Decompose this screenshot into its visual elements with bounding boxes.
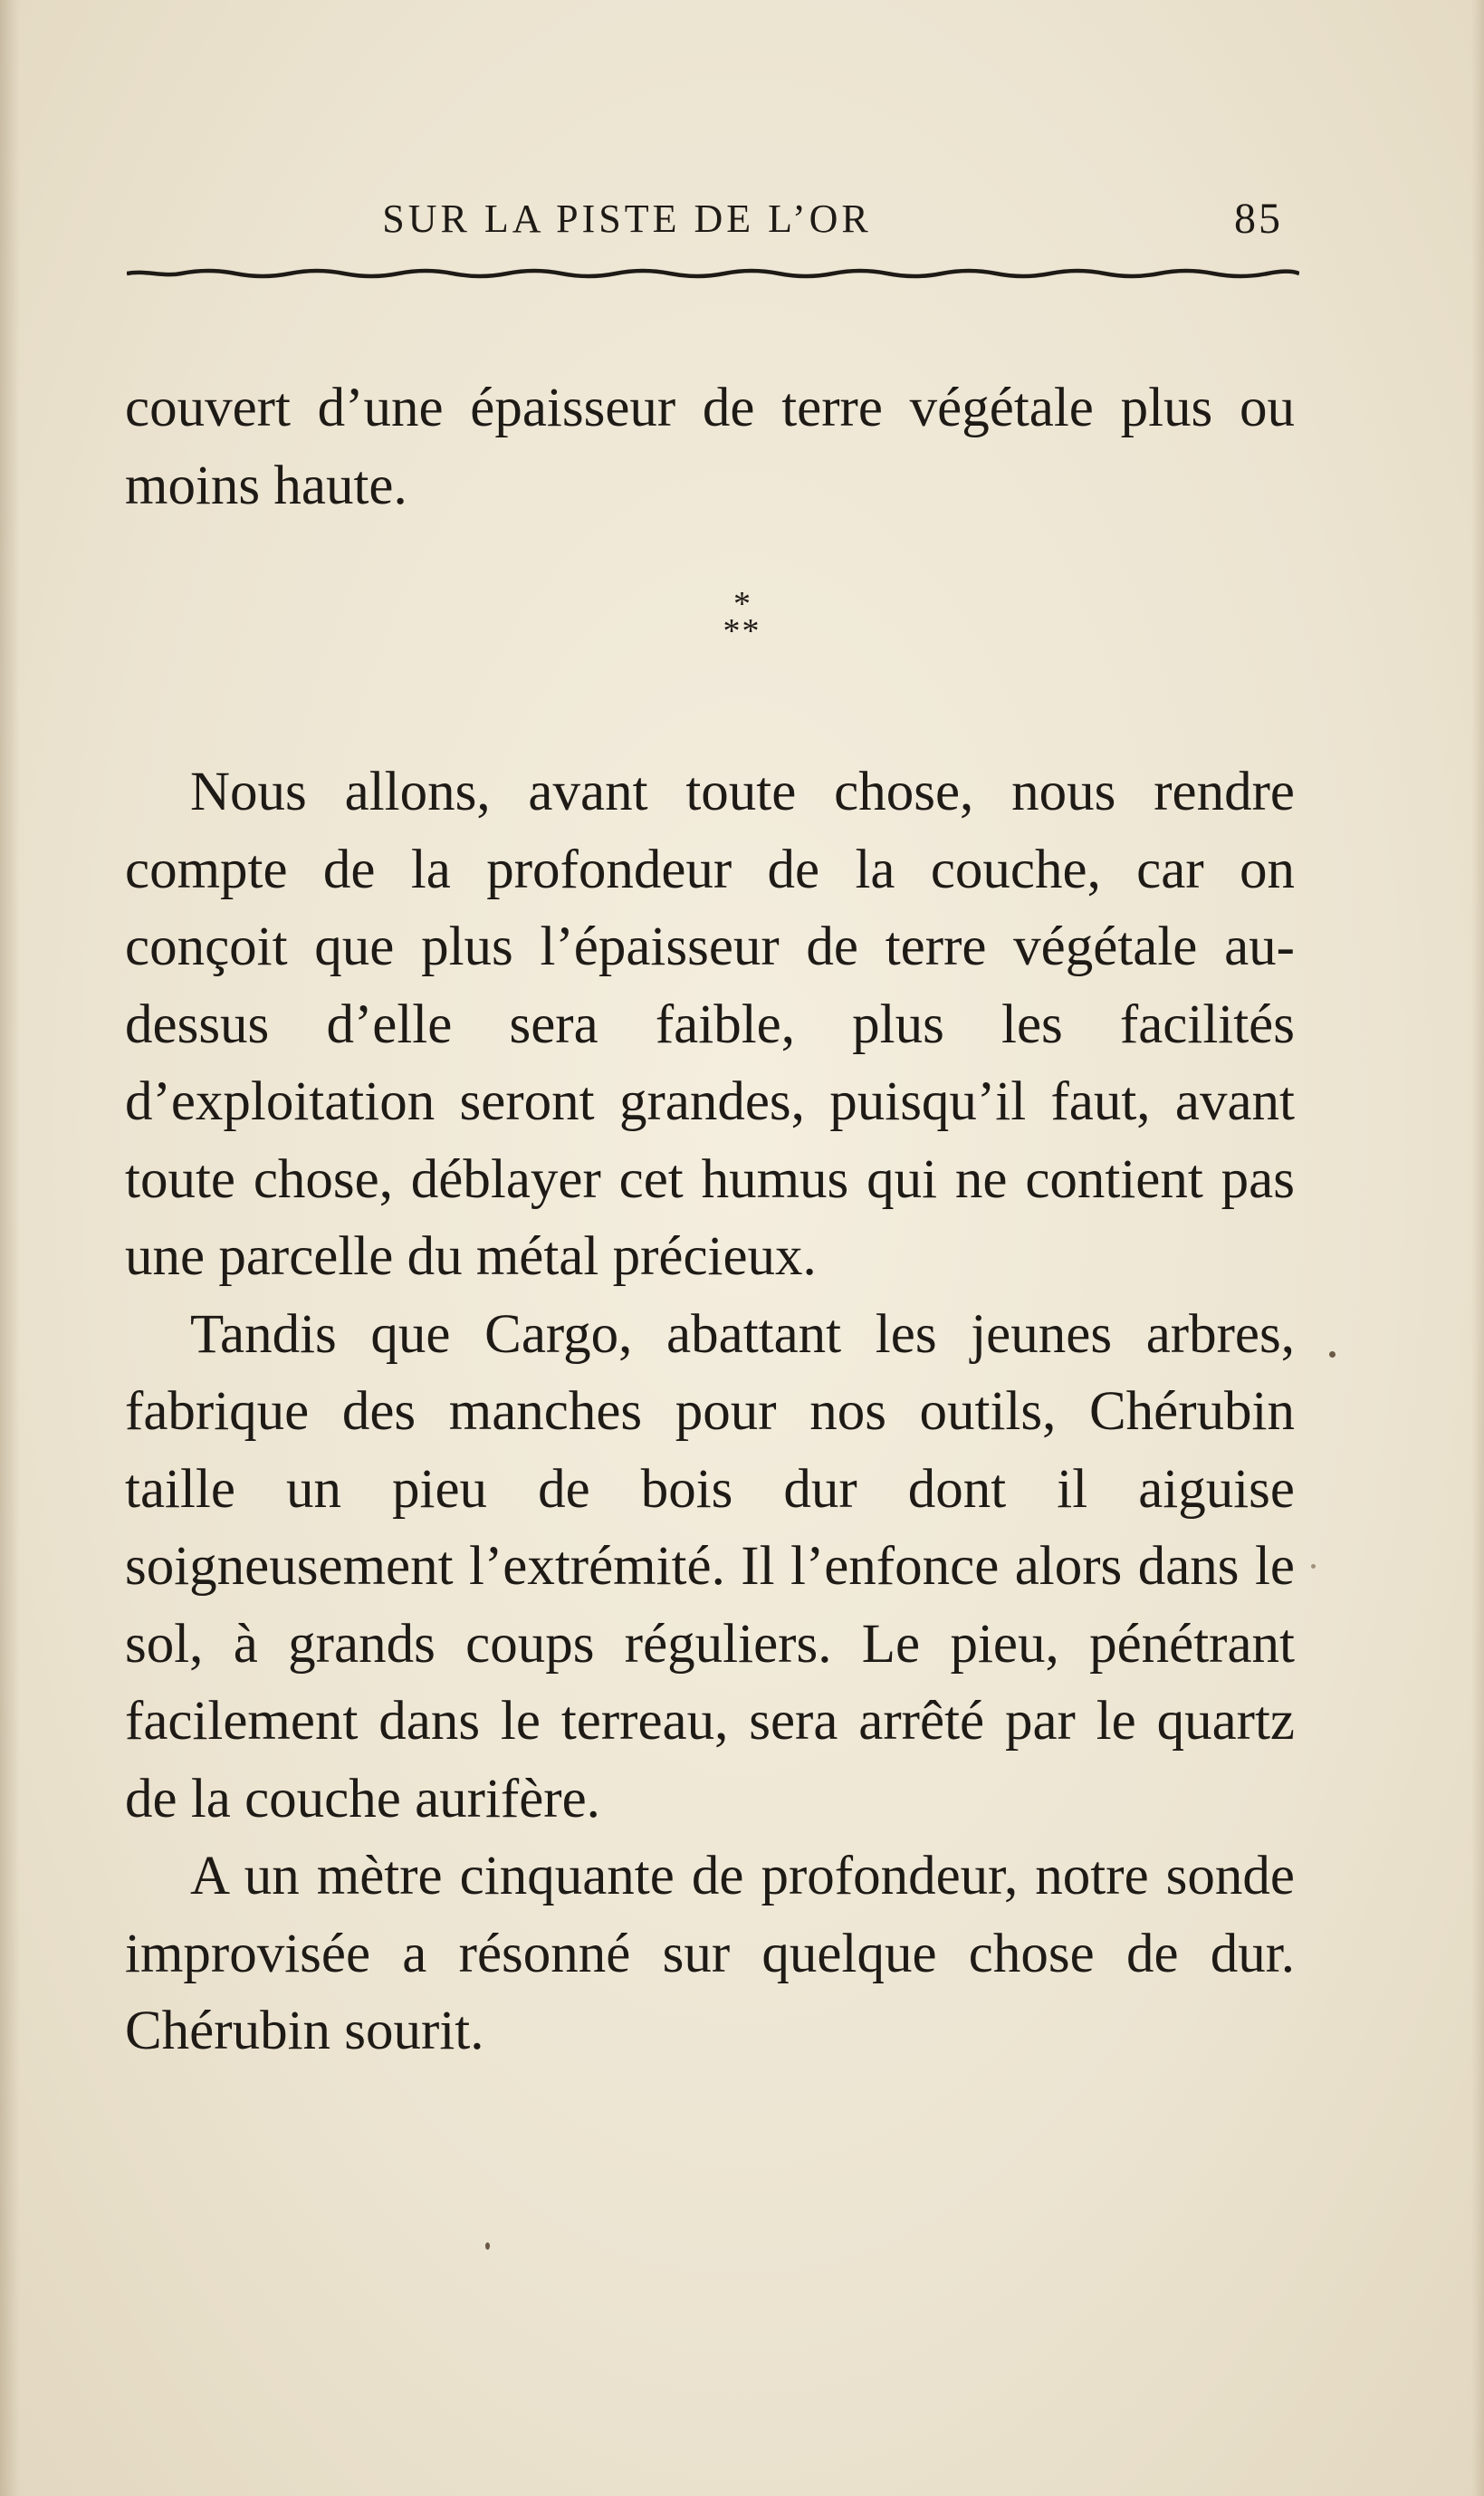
paragraph: Tandis que Cargo, abattant les jeunes arbres, fabrique des manches pour nos outils, Chérubin taille un pieu de bois dur dont il aiguise soigneusement l’extrémité. Il l’enfonce alors dans le sol, à grands coups réguliers. Le pieu, pénétrant facilement dans le terreau, sera arrêté par le quartz de la couche aurifère. [125, 1303, 1295, 1829]
paper-speck [485, 2242, 490, 2250]
asterism-top: * [733, 585, 751, 623]
page-edge [1471, 0, 1484, 2496]
page-number: 85 [1234, 195, 1283, 243]
running-head [127, 192, 1299, 246]
paper-speck [1311, 1564, 1316, 1569]
paragraph: A un mètre cinquante de profondeur, notre sonde improvisée a résonné sur quelque chose de dur. Chérubin sourit. [125, 1846, 1295, 2061]
continuation-paragraph [125, 370, 1295, 524]
asterism-bottom: ** [723, 612, 761, 650]
paper-speck [1329, 1351, 1336, 1358]
running-head-title: SUR LA PISTE DE L’OR [382, 197, 872, 241]
body-text [125, 754, 1295, 2070]
paragraph: Nous allons, avant toute chose, nous rendre compte de la profondeur de la couche, car on conçoit que plus l’épaisseur de terre végétale au-dessus d’elle sera faible, plus les facilités d’exploitation seront grandes, puisqu’il faut, avant toute chose, déblayer cet humus qui ne contient pas une parcelle du métal précieux. [125, 762, 1295, 1287]
continuation-text: couvert d’une épaisseur de terre végétale plus ou moins haute. [125, 378, 1295, 516]
gutter-shadow [0, 0, 20, 2496]
ornamental-rule [127, 268, 1299, 279]
section-break-asterism [0, 585, 1484, 650]
